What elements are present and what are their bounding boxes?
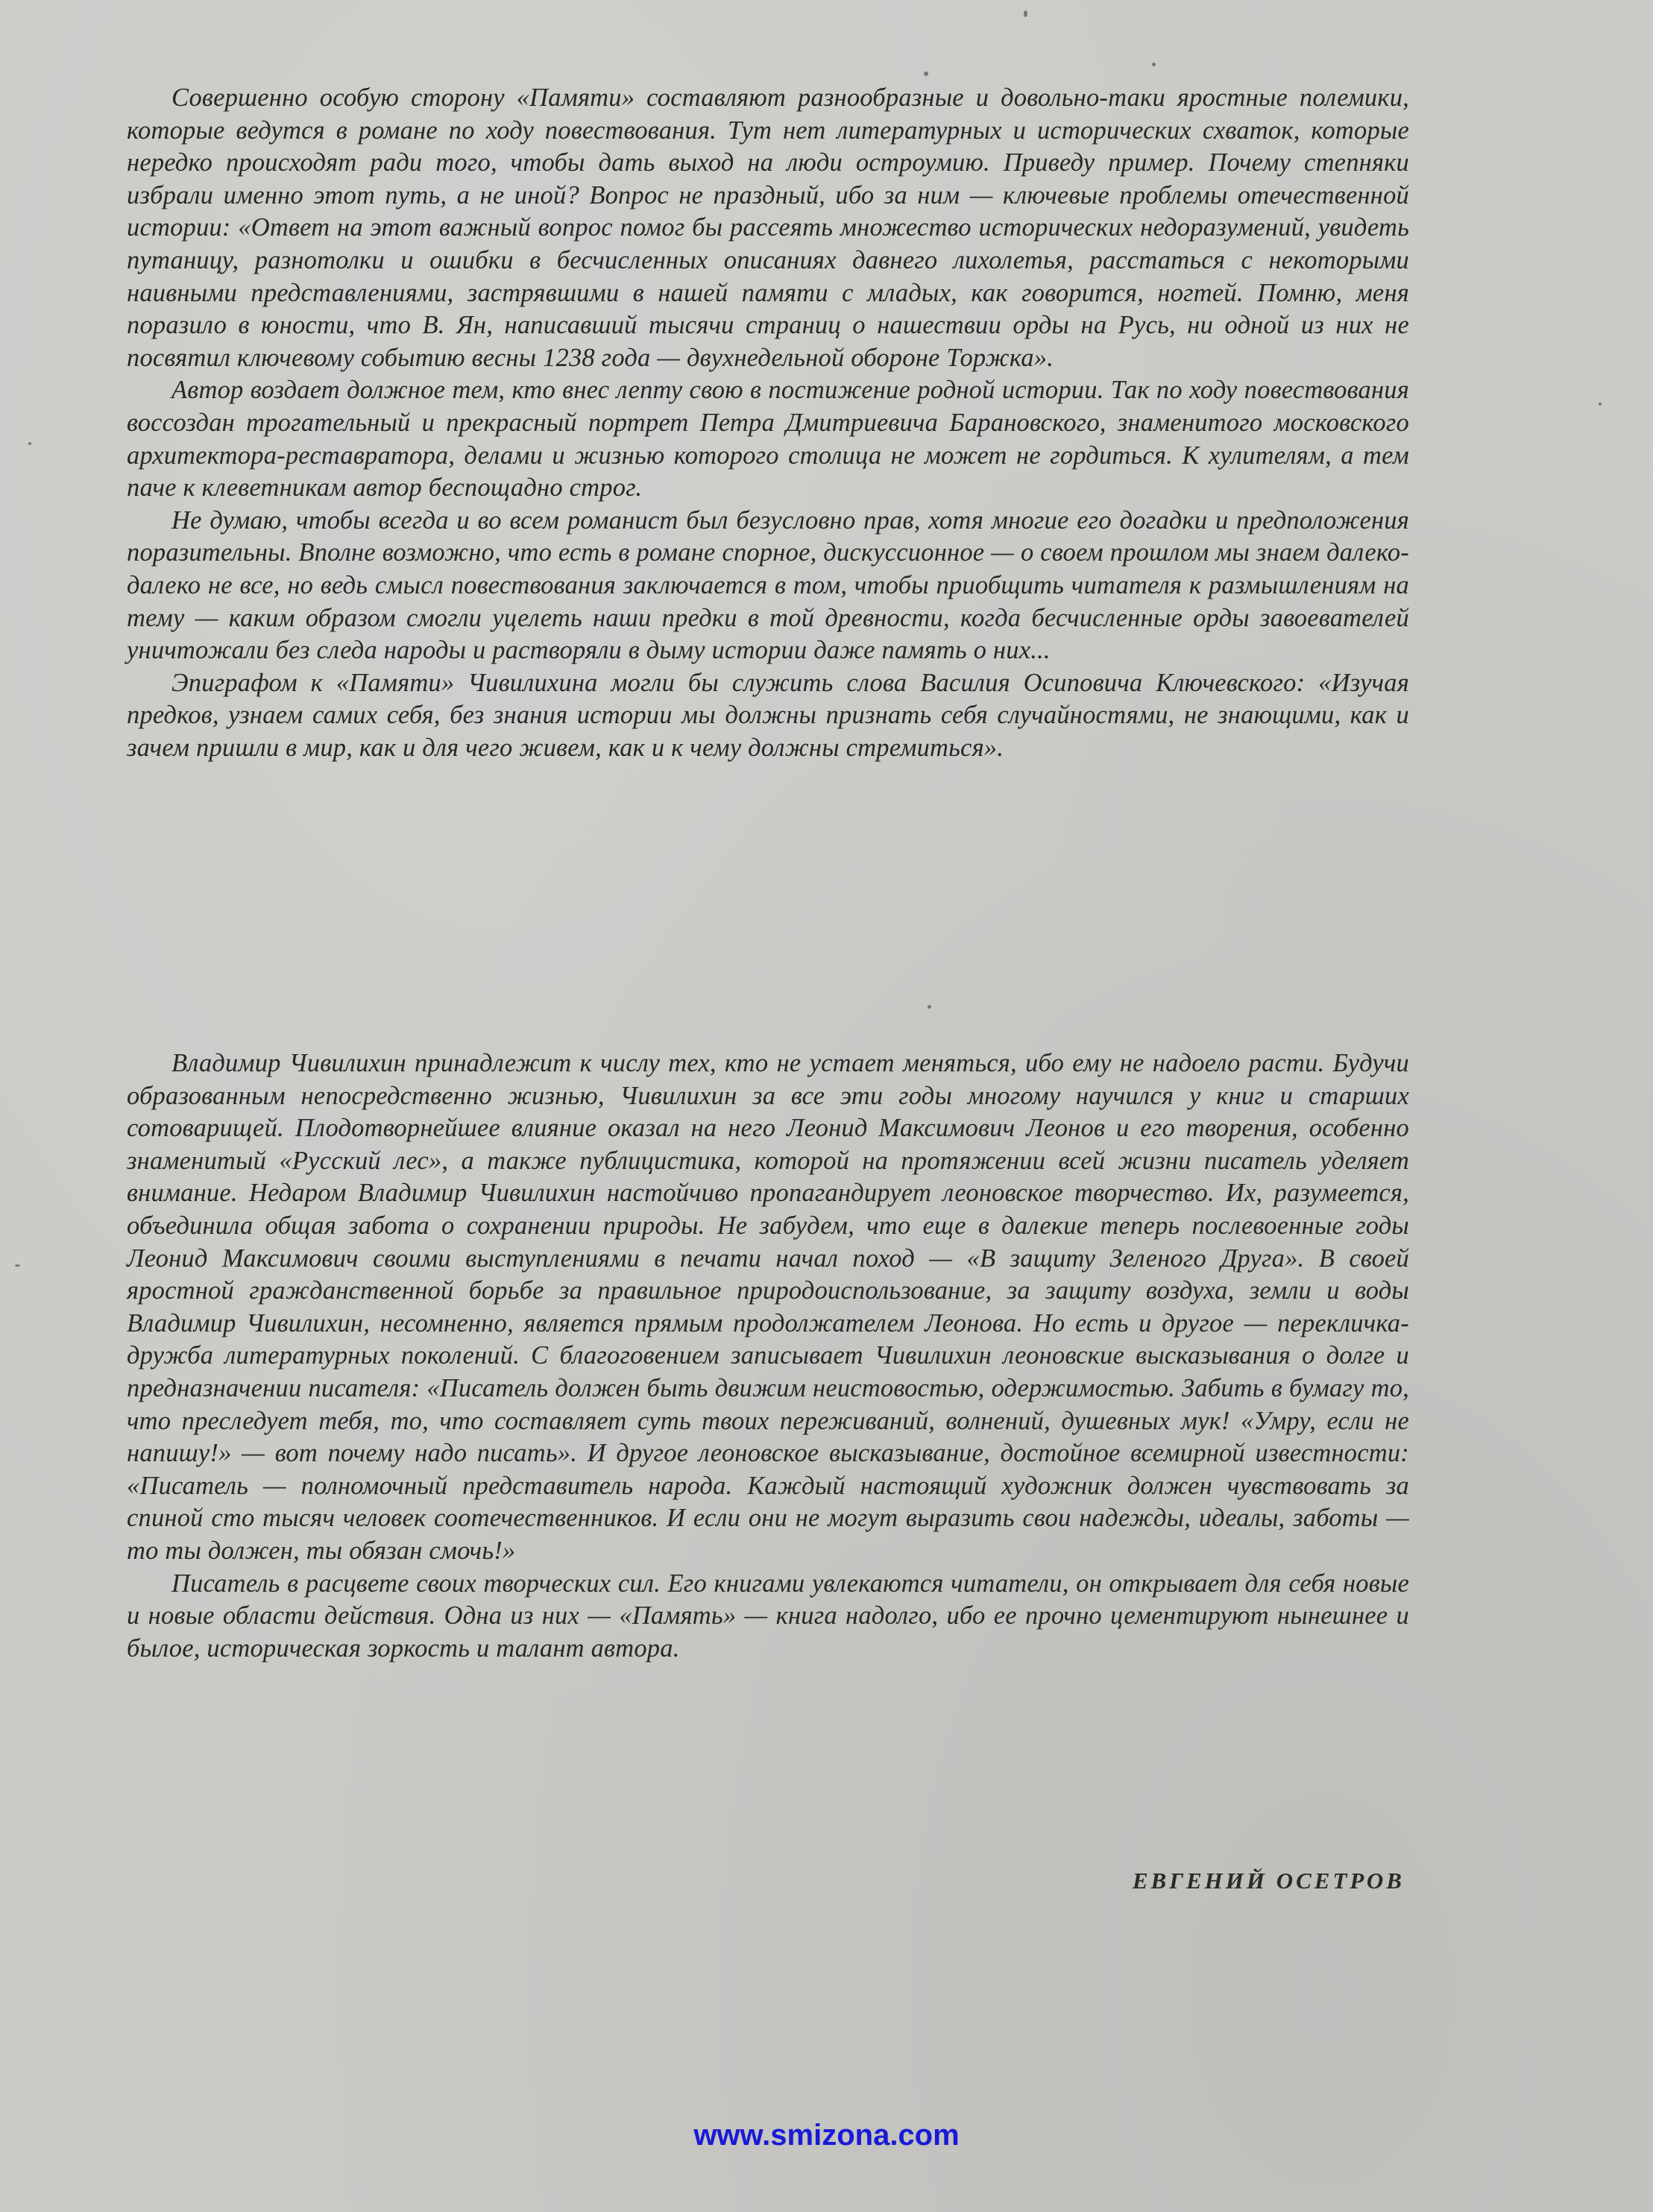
dust-speck [28,442,31,445]
dust-speck [928,1005,931,1009]
paragraph: Владимир Чивилихин принадлежит к числу тех, кто не устает меняться, ибо ему не надоело расти. Будучи образованным непосредственно жизнью, Чивилихин за все эти годы многому научился у книг и старших сотоварищей. Плодотворнейшее влияние оказал на него Леонид Максимович Леонов и его творения, особенно знаменитый «Русский лес», а также публицистика, которой на протяжении всей жизни писатель уделяет внимание. Недаром Владимир Чивилихин настойчиво пропагандирует леоновское творчество. Их, разумеется, объединила общая забота о сохранении природы. Не забудем, что еще в далекие теперь послевоенные годы Леонид Максимович своими выступлениями в печати начал поход — «В защиту Зеленого Друга». В своей яростной гражданственной борьбе за правильное природоиспользование, за защиту воздуха, земли и воды Владимир Чивилихин, несомненно, является прямым продолжателем Леонова. Но есть и другое — перекличка-дружба литературных поколений. С благоговением записывает Чивилихин леоновские высказывания о долге и предназначении писателя: «Писатель должен быть движим неистовостью, одержимостью. Забить в бумагу то, что преследует тебя, то, что составляет суть твоих переживаний, волнений, душевных мук! «Умру, если не напишу!» — вот почему надо писать». И другое леоновское высказывание, достойное всемирной известности: «Писатель — полномочный представитель народа. Каждый настоящий художник должен чувствовать за спиной сто тысяч человек соотечественников. И если они не могут выразить свои надежды, идеалы, заботы — то ты должен, ты обязан смочь!» [127,1049,1409,1565]
dust-speck [1599,403,1602,406]
paragraph: Писатель в расцвете своих творческих сил. Его книгами увлекаются читатели, он открывает для себя новые и новые области действия. Одна из них — «Память» — книга надолго, ибо ее прочно цементируют нынешнее и былое, историческая зоркость и талант автора. [127,1569,1409,1663]
dust-speck [924,72,928,76]
watermark-link[interactable]: www.smizona.com [693,2119,960,2152]
author-signature: ЕВГЕНИЙ ОСЕТРОВ [1132,1868,1405,1894]
paragraph: Эпиграфом к «Памяти» Чивилихина могли бы служить слова Василия Осиповича Ключевского: «Изучая предков, узнаем самих себя, без знания истории мы должны признать себя случайностями, не знающими, как и зачем пришли в мир, как и для чего живем, как и к чему должны стремиться». [127,668,1409,762]
paragraph: Не думаю, чтобы всегда и во всем романист был безусловно прав, хотя многие его догадки и предположения поразительны. Вполне возможно, что есть в романе спорное, дискуссионное — о своем прошлом мы знаем далеко-далеко не все, но ведь смысл повествования заключается в том, чтобы приобщить читателя к размышлениям на тему — каким образом смогли уцелеть наши предки в той древности, когда бесчисленные орды завоевателей уничтожали без следа народы и растворяли в дыму истории даже память о них... [127,505,1409,665]
dust-speck [1152,63,1156,66]
article-section-2 [127,1047,1409,1665]
dust-speck [15,1264,20,1267]
dust-speck [1024,10,1027,17]
paragraph: Совершенно особую сторону «Памяти» составляют разнообразные и довольно-таки яростные полемики, которые ведутся в романе по ходу повествования. Тут нет литературных и исторических схваток, которые нередко происходят ради того, чтобы дать выход на люди остроумию. Приведу пример. Почему степняки избрали именно этот путь, а не иной? Вопрос не праздный, ибо за ним — ключевые проблемы отечественной истории: «Ответ на этот важный вопрос помог бы рассеять множество исторических недоразумений, увидеть путаницу, разнотолки и ошибки в бесчисленных описаниях давнего лихолетья, расстаться с некоторыми наивными представлениями, застрявшими в нашей памяти с младых, как говорится, ногтей. Помню, меня поразило в юности, что В. Ян, написавший тысячи страниц о нашествии орды на Русь, ни одной из них не посвятил ключевому событию весны 1238 года — двухнедельной обороне Торжка». [127,83,1409,372]
article-section-1 [127,82,1409,764]
paragraph: Автор воздает должное тем, кто внес лепту свою в постижение родной истории. Так по ходу повествования воссоздан трогательный и прекрасный портрет Петра Дмитриевича Барановского, знаменитого московского архитектора-реставратора, делами и жизнью которого столица не может не гордиться. К хулителям, а тем паче к клеветникам автор беспощадно строг. [127,376,1409,502]
